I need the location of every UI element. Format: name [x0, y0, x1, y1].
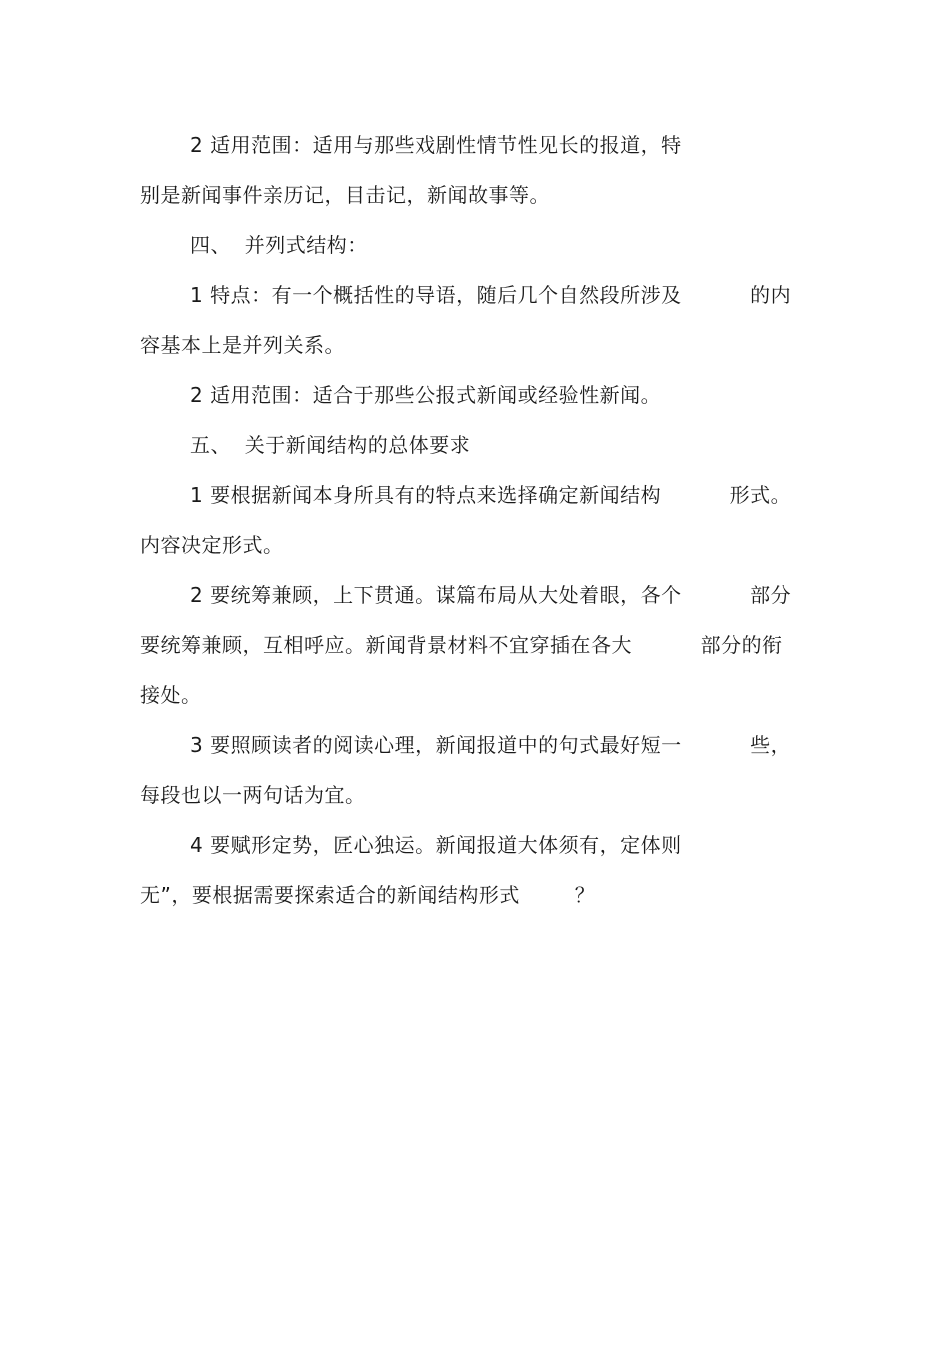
- paragraph-line: 3 要照顾读者的阅读心理，新闻报道中的句式最好短一 些，: [190, 733, 792, 757]
- paragraph-line: 2 要统筹兼顾，上下贯通。谋篇布局从大处着眼，各个 部分: [190, 583, 792, 607]
- paragraph-line: 2 适用范围：适用与那些戏剧性情节性见长的报道，特: [190, 133, 682, 157]
- paragraph-line: 1 特点：有一个概括性的导语，随后几个自然段所涉及 的内: [190, 283, 792, 307]
- paragraph-line: 别是新闻事件亲历记，目击记，新闻故事等。: [140, 183, 550, 207]
- paragraph-line: 1 要根据新闻本身所具有的特点来选择确定新闻结构 形式。: [190, 483, 792, 507]
- paragraph-line: 每段也以一两句话为宜。: [140, 783, 366, 807]
- paragraph-line: 容基本上是并列关系。: [140, 333, 345, 357]
- paragraph-line: 2 适用范围：适合于那些公报式新闻或经验性新闻。: [190, 383, 662, 407]
- paragraph-line: 要统筹兼顾，互相呼应。新闻背景材料不宜穿插在各大 部分的衔: [140, 633, 783, 657]
- section-heading: 四、 并列式结构：: [190, 233, 368, 257]
- paragraph-line: 4 要赋形定势，匠心独运。新闻报道大体须有，定体则: [190, 833, 682, 857]
- paragraph-line: 接处。: [140, 683, 202, 707]
- paragraph-line: 内容决定形式。: [140, 533, 284, 557]
- paragraph-line: 无”，要根据需要探索适合的新闻结构形式 ？: [140, 883, 596, 907]
- section-heading: 五、 关于新闻结构的总体要求: [190, 433, 471, 457]
